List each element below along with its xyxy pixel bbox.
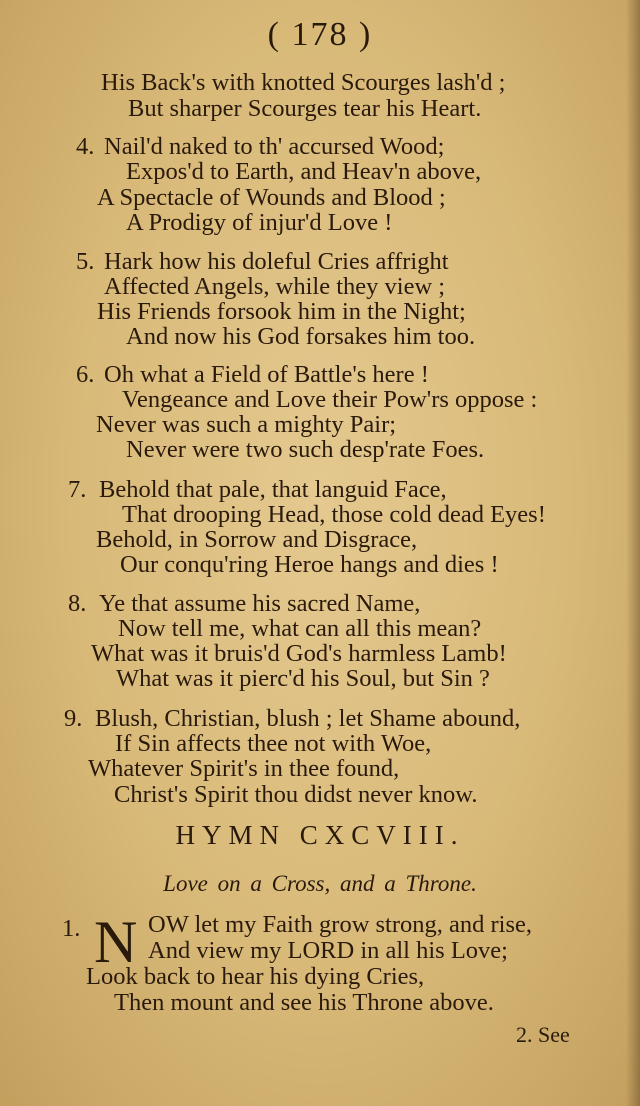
verse-line: OW let my Faith grow strong, and rise, <box>148 911 533 938</box>
verse-line: Expos'd to Earth, and Heav'n above, <box>126 158 482 185</box>
verse-line: That drooping Head, those cold dead Eyes! <box>122 501 546 528</box>
verse-line: Hark how his doleful Cries affright <box>104 248 449 275</box>
verse-line: Oh what a Field of Battle's here ! <box>104 361 429 388</box>
page-number: ( 178 ) <box>267 16 373 53</box>
verse-line: Behold that pale, that languid Face, <box>99 476 447 503</box>
catchword: 2. See <box>516 1022 570 1047</box>
verse-line: Vengeance and Love their Pow'rs oppose : <box>122 386 538 413</box>
verse-line: His Friends forsook him in the Night; <box>97 298 466 325</box>
verse-line: Then mount and see his Throne above. <box>114 989 494 1016</box>
verse-line: What was it pierc'd his Soul, but Sin ? <box>116 665 490 692</box>
verse-number: 9. <box>64 705 83 732</box>
verse-line: Blush, Christian, blush ; let Shame abound, <box>95 705 521 732</box>
verse-line: Never were two such desp'rate Foes. <box>126 436 485 463</box>
hymn-subtitle: Love on a Cross, and a Throne. <box>163 871 477 896</box>
verse-number: 8. <box>68 590 87 617</box>
verse-line: Look back to hear his dying Cries, <box>86 963 425 990</box>
verse-line: If Sin affects thee not with Woe, <box>115 730 432 757</box>
verse-number: 7. <box>68 476 87 503</box>
verse-number: 6. <box>76 361 95 388</box>
verse-number: 4. <box>76 133 95 160</box>
verse-line: Now tell me, what can all this mean? <box>118 615 482 642</box>
verse-line: Nail'd naked to th' accursed Wood; <box>104 133 445 160</box>
verse-line: Never was such a mighty Pair; <box>96 411 397 438</box>
verse-line: Our conqu'ring Heroe hangs and dies ! <box>120 551 499 578</box>
verse-number: 1. <box>62 915 81 942</box>
drop-cap: N <box>94 909 138 975</box>
hymn-title: HYMN CXCVIII. <box>175 820 465 850</box>
verse-number: 5. <box>76 248 95 275</box>
verse-line: Ye that assume his sacred Name, <box>99 590 421 617</box>
verse-line: And view my LORD in all his Love; <box>148 937 508 964</box>
continuation-line: But sharper Scourges tear his Heart. <box>128 95 482 122</box>
verse-line: Affected Angels, while they view ; <box>104 273 446 300</box>
verse-line: A Prodigy of injur'd Love ! <box>126 209 393 236</box>
verse-line: A Spectacle of Wounds and Blood ; <box>97 184 446 211</box>
continuation-line: His Back's with knotted Scourges lash'd ; <box>101 69 506 96</box>
verse-line: Christ's Spirit thou didst never know. <box>114 781 478 808</box>
verse-line: What was it bruis'd God's harmless Lamb! <box>91 640 507 667</box>
verse-line: Whatever Spirit's in thee found, <box>88 755 400 782</box>
verse-line: Behold, in Sorrow and Disgrace, <box>96 526 418 553</box>
verse-line: And now his God forsakes him too. <box>126 323 476 350</box>
page-edge-shadow <box>626 0 640 1106</box>
